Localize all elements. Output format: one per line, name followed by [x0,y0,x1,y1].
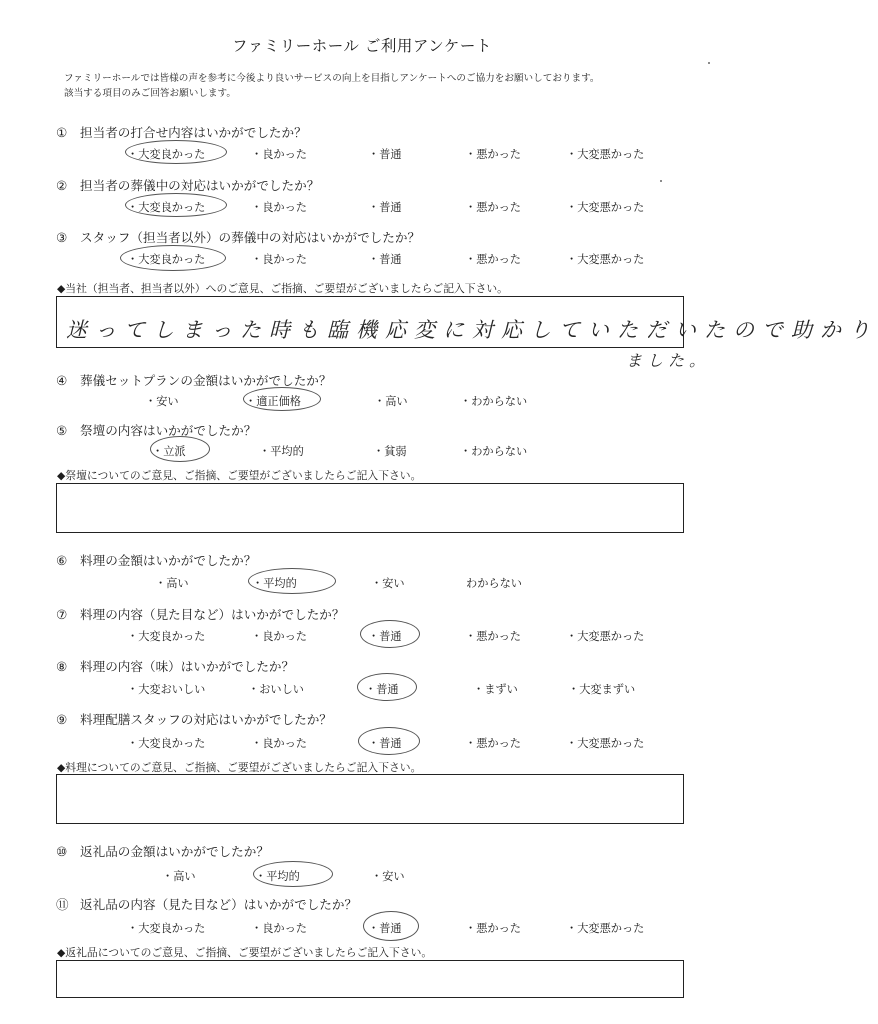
question-text: 返礼品の内容（見た目など）はいかがでしたか？ [80,897,358,912]
q4-option-3[interactable]: ・高い [374,395,408,408]
comment-1-label: ◆当社（担当者、担当者以外）へのご意見、ご指摘、ご要望がございましたらご記入下さい。 [57,282,508,295]
q11-option-2[interactable]: ・良かった [251,922,307,935]
q4-option-2[interactable]: ・適正価格 [245,395,301,408]
q6-option-3[interactable]: ・安い [371,577,405,590]
q1-option-4[interactable]: ・悪かった [465,148,521,161]
comment-2-box[interactable] [56,483,684,533]
handwritten-answer-line-2: ました。 [626,351,711,370]
q7-option-3[interactable]: ・普通 [368,630,402,643]
question-text: 料理の内容（見た目など）はいかがでしたか？ [80,607,345,622]
q4-option-4[interactable]: ・わからない [460,395,528,408]
intro-line-2: 該当する項目のみご回答お願いします。 [64,88,236,99]
q9-option-2[interactable]: ・良かった [251,737,307,750]
selection-circle [125,193,227,217]
question-text: 担当者の葬儀中の対応はいかがでしたか？ [80,178,320,193]
question-7 [56,604,344,623]
selection-circle [253,861,333,887]
question-number: ③ [56,230,68,245]
question-6 [56,550,256,569]
q2-option-2[interactable]: ・良かった [251,201,307,214]
question-number: ⑥ [56,553,68,568]
survey-title: ファミリーホール ご利用アンケート [232,37,492,55]
question-number: ⑦ [56,607,68,622]
question-9 [56,709,332,728]
question-4 [56,370,332,389]
q2-option-5[interactable]: ・大変悪かった [566,201,645,214]
selection-circle [358,727,420,755]
q2-option-4[interactable]: ・悪かった [465,201,521,214]
comment-2-label: ◆祭壇についてのご意見、ご指摘、ご要望がございましたらご記入下さい。 [57,469,422,482]
q6-option-2[interactable]: ・平均的 [252,577,297,590]
q9-option-4[interactable]: ・悪かった [465,737,521,750]
selection-circle [243,387,321,411]
question-number: ② [56,178,68,193]
selection-circle [150,436,210,462]
selection-circle [120,245,226,271]
q5-option-4[interactable]: ・わからない [460,445,528,458]
question-number: ⑪ [56,897,69,912]
selection-circle [360,620,420,648]
q3-option-4[interactable]: ・悪かった [465,253,521,266]
comment-3-label: ◆料理についてのご意見、ご指摘、ご要望がございましたらご記入下さい。 [57,761,422,774]
q8-option-1[interactable]: ・大変おいしい [127,683,206,696]
comment-4-box[interactable] [56,960,684,998]
q7-option-1[interactable]: ・大変良かった [127,630,206,643]
q10-option-2[interactable]: ・平均的 [255,870,300,883]
question-text: 祭壇の内容はいかがでしたか？ [80,423,257,438]
q2-option-1[interactable]: ・大変良かった [127,201,206,214]
question-1 [56,122,307,141]
q11-option-5[interactable]: ・大変悪かった [566,922,645,935]
q8-option-3[interactable]: ・普通 [365,683,399,696]
question-text: 料理配膳スタッフの対応はいかがでしたか？ [80,712,332,727]
q7-option-2[interactable]: ・良かった [251,630,307,643]
q1-option-1[interactable]: ・大変良かった [127,148,206,161]
q3-option-3[interactable]: ・普通 [368,253,402,266]
q6-option-1[interactable]: ・高い [155,577,189,590]
question-text: スタッフ（担当者以外）の葬儀中の対応はいかがでしたか？ [80,230,421,245]
question-number: ① [56,125,68,140]
q11-option-1[interactable]: ・大変良かった [127,922,206,935]
q3-option-5[interactable]: ・大変悪かった [566,253,645,266]
question-text: 担当者の打合せ内容はいかがでしたか？ [80,125,307,140]
q3-option-2[interactable]: ・良かった [251,253,307,266]
handwritten-answer-line-1: 迷ってしまった時も臨機応変に対応していただいたので助かり [66,318,878,342]
question-number: ④ [56,373,68,388]
scan-speck [660,180,662,182]
selection-circle [363,911,419,941]
question-text: 料理の金額はいかがでしたか？ [80,553,257,568]
q6-option-4[interactable]: わからない [466,577,522,590]
intro-line-1: ファミリーホールでは皆様の声を参考に今後より良いサービスの向上を目指しアンケートへのご協力をお願いしております。 [64,73,600,84]
q10-option-1[interactable]: ・高い [162,870,196,883]
q1-option-2[interactable]: ・良かった [251,148,307,161]
q3-option-1[interactable]: ・大変良かった [127,253,206,266]
question-5 [56,420,256,439]
question-number: ⑨ [56,712,68,727]
q1-option-3[interactable]: ・普通 [368,148,402,161]
question-2 [56,175,319,194]
q1-option-5[interactable]: ・大変悪かった [566,148,645,161]
q8-option-4[interactable]: ・まずい [473,683,518,696]
q7-option-4[interactable]: ・悪かった [465,630,521,643]
question-11 [56,894,357,913]
q9-option-3[interactable]: ・普通 [368,737,402,750]
question-text: 葬儀セットプランの金額はいかがでしたか？ [80,373,332,388]
comment-3-box[interactable] [56,774,684,824]
q9-option-5[interactable]: ・大変悪かった [566,737,645,750]
question-number: ⑤ [56,423,68,438]
comment-4-label: ◆返礼品についてのご意見、ご指摘、ご要望がございましたらご記入下さい。 [57,946,433,959]
q2-option-3[interactable]: ・普通 [368,201,402,214]
q7-option-5[interactable]: ・大変悪かった [566,630,645,643]
question-number: ⑧ [56,659,68,674]
q5-option-3[interactable]: ・貧弱 [373,445,407,458]
selection-circle [125,140,227,164]
scan-speck [708,62,710,64]
selection-circle [357,673,417,701]
q5-option-1[interactable]: ・立派 [152,445,186,458]
q11-option-4[interactable]: ・悪かった [465,922,521,935]
question-3 [56,227,420,246]
q9-option-1[interactable]: ・大変良かった [127,737,206,750]
question-8 [56,656,294,675]
q10-option-3[interactable]: ・安い [371,870,405,883]
q11-option-3[interactable]: ・普通 [368,922,402,935]
q5-option-2[interactable]: ・平均的 [259,445,304,458]
selection-circle [248,568,336,594]
question-10 [56,841,269,860]
q8-option-5[interactable]: ・大変まずい [568,683,636,696]
question-number: ⑩ [56,844,68,859]
question-text: 料理の内容（味）はいかがでしたか？ [80,659,295,674]
q8-option-2[interactable]: ・おいしい [248,683,304,696]
q4-option-1[interactable]: ・安い [145,395,179,408]
question-text: 返礼品の金額はいかがでしたか？ [80,844,269,859]
